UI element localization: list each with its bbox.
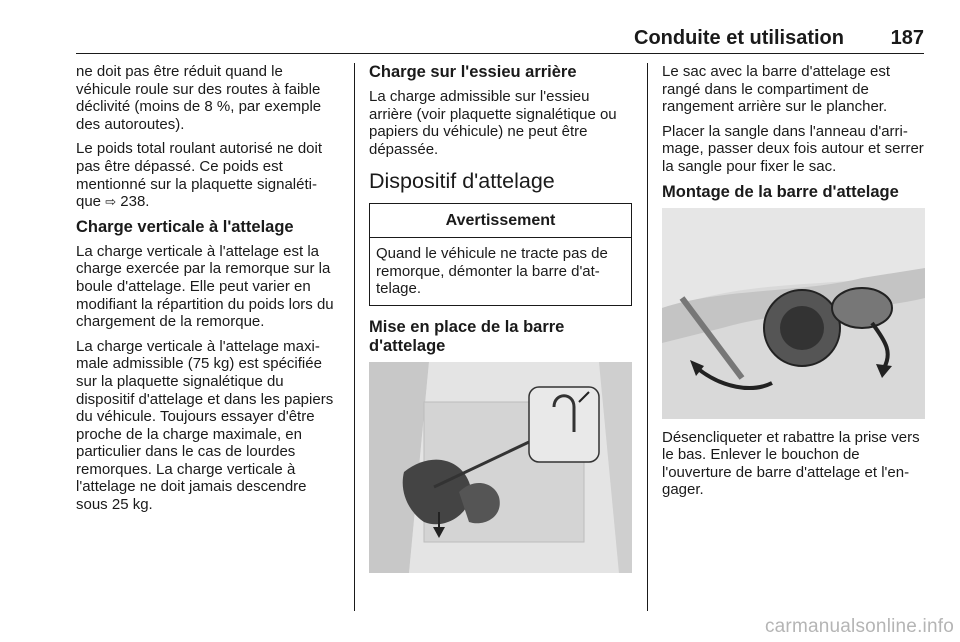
reference-arrow-icon: ⇨ [105,194,117,210]
heading-charge-essieu: Charge sur l'essieu arrière [369,63,577,81]
section-title: Conduite et utilisation [634,27,844,49]
column-3 [662,63,927,506]
warning-body: Quand le véhicule ne tracte pas de remorque, démonter la barre d'at-telage. [376,244,608,298]
trunk-bag-illustration [369,362,632,573]
towbar-socket-illustration [662,208,925,419]
paragraph: La charge verticale à l'attelage est la charge exercée par la remorque sur la boule d'attelage. Elle peut varier en modifiant la répartition du poids lors du chargement de la remorque. [76,242,334,331]
paragraph: Le poids total roulant autorisé ne doit pas être dépassé. Ce poids est mentionné sur la plaquette signaléti-que ⇨ 238. [76,140,322,211]
watermark-text: carmanualsonline.info [764,616,954,637]
paragraph: Placer la sangle dans l'anneau d'arri-mage, passer deux fois autour et serrer la sangle pour fixer le sac. [662,122,924,175]
page-number: 187 [890,27,924,49]
paragraph: ne doit pas être réduit quand le véhicule roule sur des routes à faible déclivité (moins de 8 %, par exemple des autoroutes). [76,63,322,133]
paragraph: Le sac avec la barre d'attelage est rangé dans le compartiment de rangement arrière sur le plancher. [662,63,891,116]
heading-dispositif-attelage: Dispositif d'attelage [369,169,555,194]
warning-box [369,203,632,305]
heading-mise-en-place: Mise en place de la barre d'attelage [369,317,565,355]
column-2 [369,63,632,583]
paragraph: Désencliqueter et rabattre la prise vers le bas. Enlever le bouchon de l'ouverture de barre d'attelage et l'en-gager. [662,428,920,499]
column-divider-1 [354,63,355,611]
paragraph: La charge admissible sur l'essieu arrière (voir plaquette signalétique ou papiers du véhicule) ne peut être dépassée. [369,88,617,158]
heading-montage: Montage de la barre d'attelage [662,182,899,201]
column-divider-2 [647,63,648,611]
paragraph: La charge verticale à l'attelage maxi-male admissible (75 kg) est spécifiée sur la plaquette signalétique du dispositif d'attelage et dans les papiers du véhicule. Toujours essayer d'être proche de la charge maximale, en particulier dans le cas de lourdes remorques. La charge verticale à l'attelage ne doit jamais descendre sous 25 kg. [76,337,334,514]
page-header [76,25,924,54]
warning-title: Avertissement [370,204,631,238]
column-1 [76,63,341,521]
page-reference-link[interactable]: 238. [120,193,150,211]
heading-charge-verticale: Charge verticale à l'attelage [76,217,294,236]
